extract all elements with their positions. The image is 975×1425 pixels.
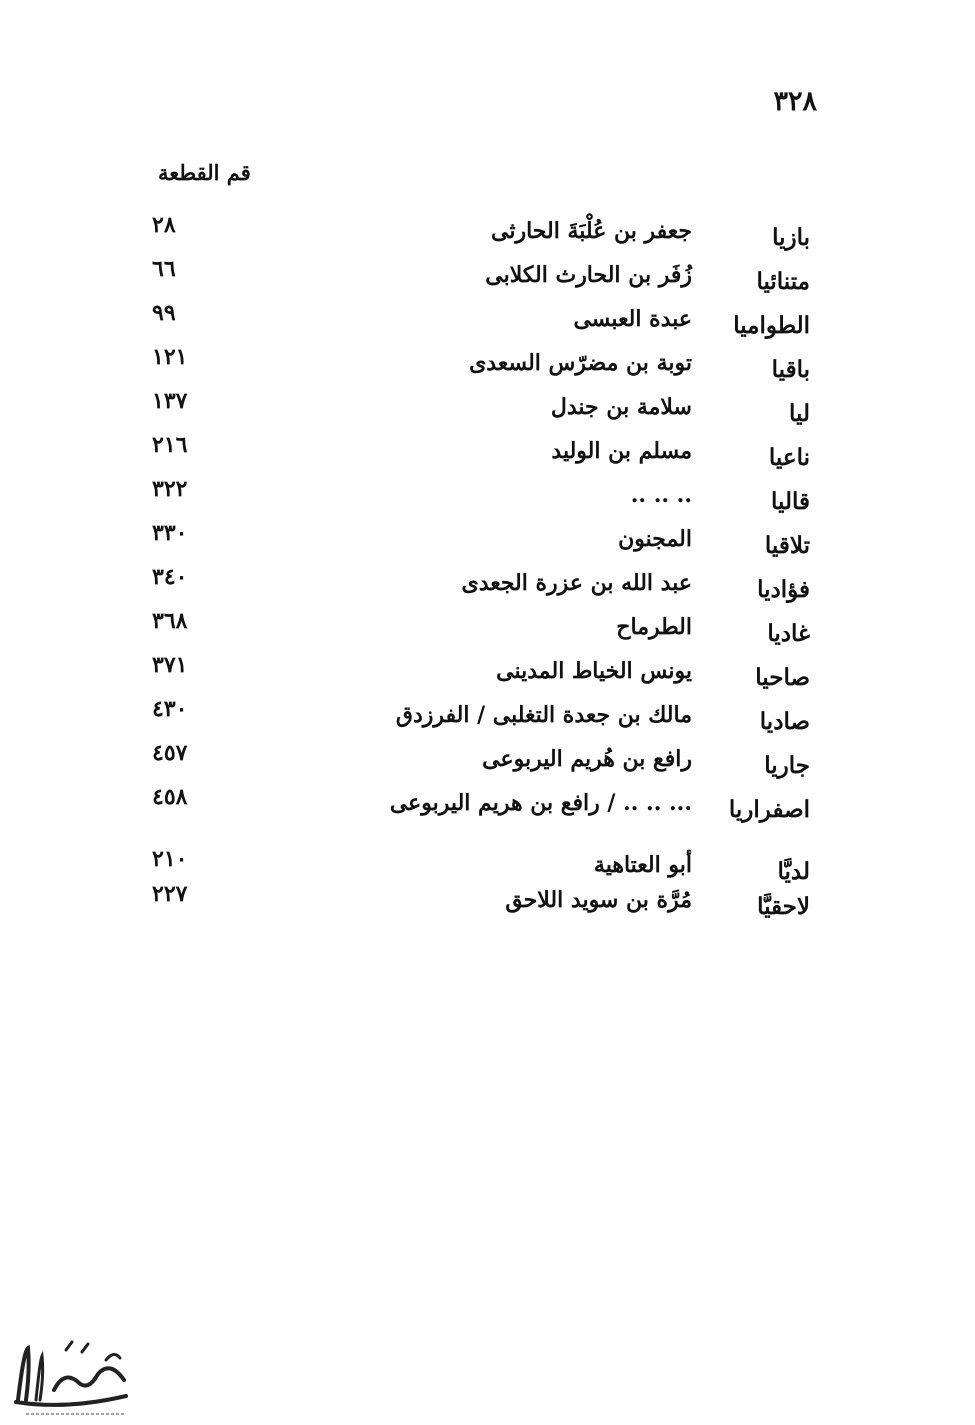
rhyme-word: لاحقيَّا	[757, 893, 810, 920]
rhyme-word: الطواميا	[733, 312, 810, 339]
poet-name: توبة بن مضرّس السعدى	[469, 350, 692, 376]
rhyme-word: لديَّا	[777, 858, 810, 885]
rhyme-word: ناعيا	[768, 444, 810, 471]
poem-number: ١٣٧	[152, 388, 188, 414]
table-row	[0, 740, 975, 786]
rhyme-word: صاحيا	[755, 664, 810, 691]
table-row	[0, 432, 975, 478]
poet-name: جعفر بن عُلْبَةَ الحارثى	[491, 218, 692, 244]
poem-number: ٢١٠	[152, 846, 188, 872]
poet-name: المجنون	[618, 526, 692, 552]
poet-name: عبدة العبسى	[573, 306, 692, 332]
poem-number: ٣٣٠	[152, 520, 188, 546]
poem-number: ٢١٦	[152, 432, 188, 458]
table-row	[0, 881, 975, 927]
poet-name: عبد الله بن عزرة الجعدى	[461, 570, 692, 596]
poet-name: .. .. ..	[630, 482, 692, 508]
poet-name: أبو العتاهية	[593, 852, 692, 878]
table-row	[0, 564, 975, 610]
rhyme-word: غاديا	[767, 620, 810, 647]
rhyme-word: متنائيا	[756, 268, 810, 295]
poem-number: ٣٢٢	[152, 476, 188, 502]
table-row	[0, 388, 975, 434]
poem-number: ٣٦٨	[152, 608, 188, 634]
rhyme-word: باقيا	[771, 356, 810, 383]
table-row	[0, 846, 975, 892]
table-row	[0, 476, 975, 522]
table-row	[0, 608, 975, 654]
column-header: قم القطعة	[158, 160, 251, 185]
rhyme-word: قاليا	[771, 488, 810, 515]
poem-number: ٣٤٠	[152, 564, 188, 590]
table-row	[0, 256, 975, 302]
table-row	[0, 652, 975, 698]
calligraphy-logo-art	[6, 1330, 141, 1420]
poem-number: ١٢١	[152, 344, 188, 370]
poet-name: مُرَّة بن سويد اللاحق	[505, 887, 692, 913]
poet-name: زُفَر بن الحارث الكلابى	[485, 262, 692, 288]
poet-name: مالك بن جعدة التغلبى / الفرزدق	[395, 702, 692, 728]
poem-number: ٢٨	[152, 212, 176, 238]
poem-number: ٣٧١	[152, 652, 188, 678]
table-row	[0, 344, 975, 390]
poet-name: رافع بن هُريم اليربوعى	[482, 746, 692, 772]
poet-name: الطرماح	[616, 614, 692, 640]
table-row	[0, 212, 975, 258]
poem-number: ٤٥٧	[152, 740, 188, 766]
poem-number: ٤٥٨	[152, 784, 188, 810]
rhyme-word: اصفراريا	[728, 796, 810, 823]
rhyme-word: ليا	[789, 400, 810, 427]
table-row	[0, 300, 975, 346]
table-row	[0, 696, 975, 742]
calligraphy-logo	[6, 1330, 141, 1420]
rhyme-word: فؤاديا	[757, 576, 810, 603]
rhyme-word: صاديا	[759, 708, 810, 735]
poem-number: ٢٢٧	[152, 881, 188, 907]
poem-number: ٤٣٠	[152, 696, 188, 722]
poet-name: سلامة بن جندل	[550, 394, 692, 420]
rhyme-word: بازيا	[772, 224, 810, 251]
poet-name: مسلم بن الوليد	[551, 438, 692, 464]
poet-name: يونس الخياط المدينى	[496, 658, 692, 684]
table-row	[0, 784, 975, 830]
rhyme-word: جاريا	[764, 752, 810, 779]
table-row	[0, 520, 975, 566]
page-number: ٣٢٨	[773, 86, 817, 117]
poem-number: ٩٩	[152, 300, 176, 326]
poet-name: ... .. .. / رافع بن هريم اليربوعى	[389, 790, 692, 816]
rhyme-word: تلاقيا	[764, 532, 810, 559]
poem-number: ٦٦	[152, 256, 176, 282]
